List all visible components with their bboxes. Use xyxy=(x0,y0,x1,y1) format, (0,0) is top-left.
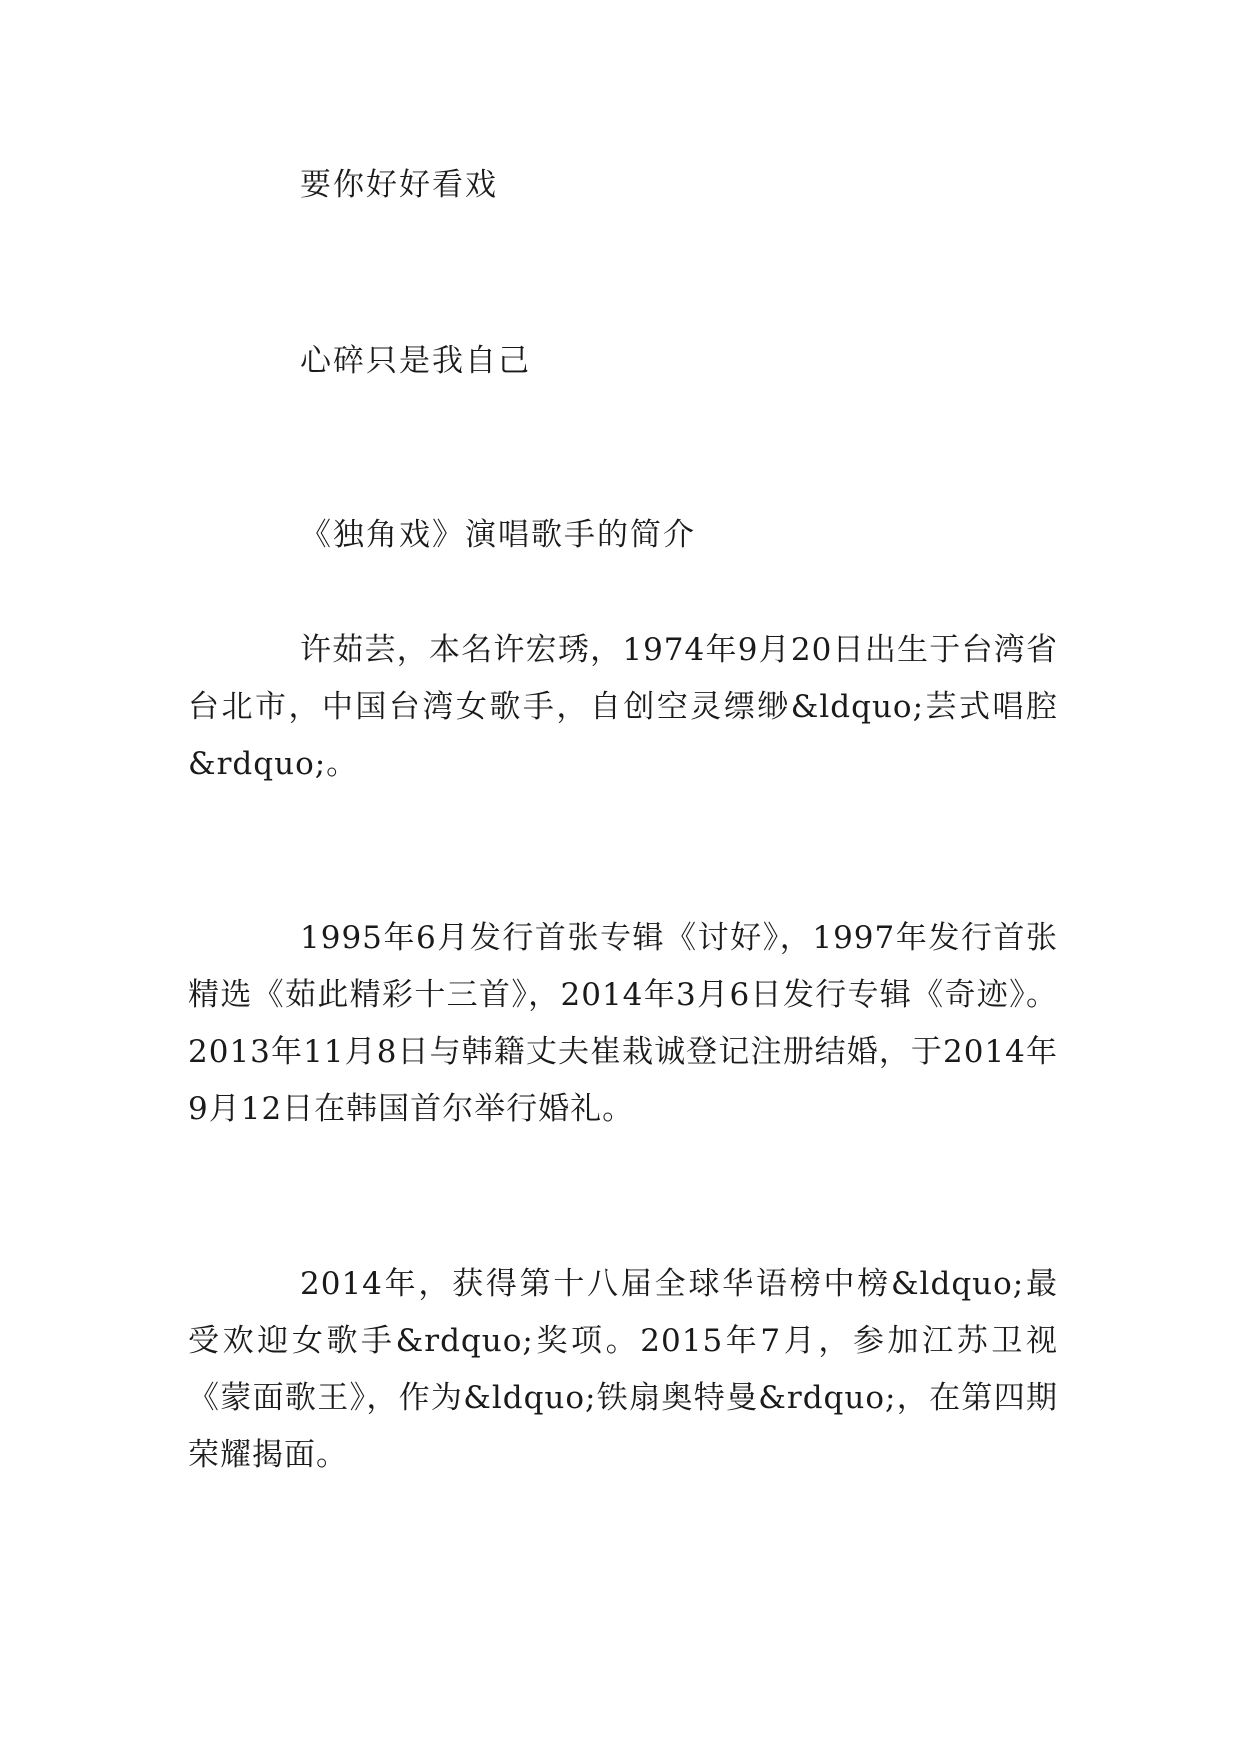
lyric-line-1: 要你好好看戏 xyxy=(300,167,498,203)
lyric-line-2: 心碎只是我自己 xyxy=(300,343,531,379)
paragraph-awards: 2014年，获得第十八届全球华语榜中榜&ldquo;最受欢迎女歌手&rdquo;奖项。2015年7月，参加江苏卫视《蒙面歌王》，作为&ldquo;铁扇奥特曼&rdquo;，在第四期荣耀揭面。 xyxy=(188,1266,1058,1473)
paragraph-discography: 1995年6月发行首张专辑《讨好》，1997年发行首张精选《茹此精彩十三首》，2014年3月6日发行专辑《奇迹》。2013年11月8日与韩籍丈夫崔栽诚登记注册结婚，于2014年9月12日在韩国首尔举行婚礼。 xyxy=(188,920,1058,1127)
section-heading: 《独角戏》演唱歌手的简介 xyxy=(300,517,696,553)
paragraph-biography: 许茹芸，本名许宏琇，1974年9月20日出生于台湾省台北市，中国台湾女歌手，自创空灵缥缈&ldquo;芸式唱腔&rdquo;。 xyxy=(188,632,1058,782)
